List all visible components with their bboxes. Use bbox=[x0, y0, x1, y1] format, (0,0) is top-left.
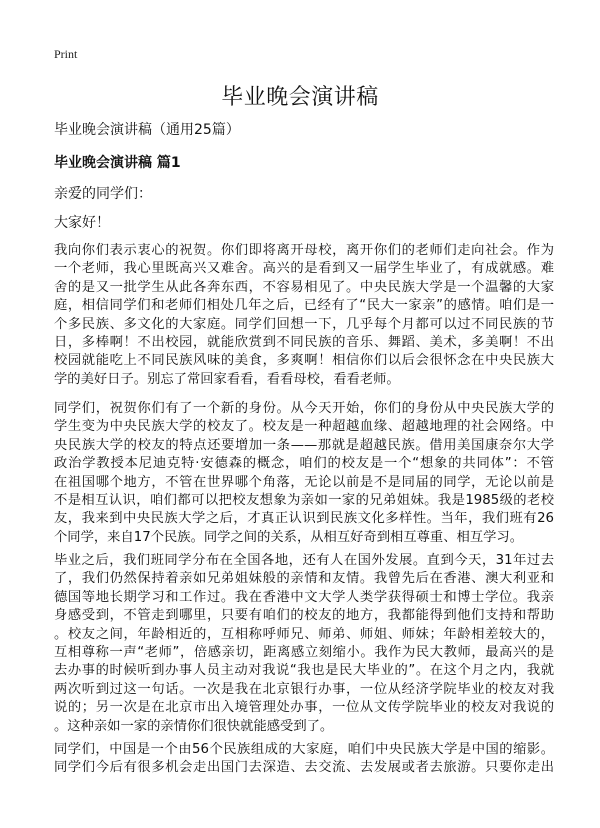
text-line: 一个老师，我心里既高兴又难舍。高兴的是看到又一届学生毕业了，有成就感。难 bbox=[54, 261, 554, 277]
document-subtitle: 毕业晚会演讲稿（通用25篇） bbox=[54, 122, 240, 138]
text-line: 学的美好日子。别忘了常回家看看，看看母校，看看老师。 bbox=[54, 371, 400, 387]
text-line: 同学们，中国是一个由56个民族组成的大家庭，咱们中央民族大学是中国的缩影。 bbox=[54, 742, 554, 757]
text-line: 德国等地长期学习和工作过。我在香港中文大学人类学获得硕士和博士学位。我亲 bbox=[54, 589, 554, 605]
text-line: 同学们，祝贺你们有了一个新的身份。从今天开始，你们的身份从中央民族大学的 bbox=[54, 401, 554, 416]
text-line: 庭，相信同学们和老师们相处几年之后，已经有了“民大一家亲”的感情。咱们是一 bbox=[54, 298, 554, 314]
paragraph-1 bbox=[54, 242, 554, 389]
text-line: 不是相互认识，咱们都可以把校友想象为亲如一家的兄弟姐妹。我是1985级的老校 bbox=[54, 492, 554, 508]
text-line: 。这种亲如一家的亲情你们很快就能感受到了。 bbox=[54, 718, 334, 734]
text-line: 说的；另一次是在北京市出入境管理处办事，一位从文传学院毕业的校友对我说的 bbox=[54, 700, 554, 716]
paragraph-2 bbox=[54, 400, 554, 547]
text-line: 个同学，来自17个民族。同学之间的关系，从相互好奇到相互尊重、相互学习。 bbox=[54, 529, 524, 545]
text-line: 在祖国哪个地方，不管在世界哪个角落，无论以前是不是同届的同学，无论以前是 bbox=[54, 474, 554, 490]
text-line: 政治学教授本尼迪克特·安德森的概念，咱们的校友是一个“想象的共同体”：不管 bbox=[54, 456, 554, 472]
text-line: 我向你们表示衷心的祝贺。你们即将离开母校，离开你们的老师们走向社会。作为 bbox=[54, 243, 554, 258]
section-heading: 毕业晚会演讲稿 篇1 bbox=[54, 155, 181, 171]
paragraph-4 bbox=[54, 741, 554, 778]
text-line: 。校友之间，年龄相近的，互相称呼师兄、师弟、师姐、师妹；年龄相差较大的， bbox=[54, 626, 554, 642]
greeting: 大家好！ bbox=[54, 215, 110, 231]
text-line: 身感受到，不管走到哪里，只要有咱们的校友的地方，我都能得到他们支持和帮助 bbox=[54, 608, 554, 624]
text-line: 校园就能吃上不同民族风味的美食，多爽啊！相信你们以后会很怀念在中央民族大 bbox=[54, 353, 554, 369]
salutation: 亲爱的同学们： bbox=[54, 186, 152, 202]
text-line: 个多民族、多文化的大家庭。同学们回想一下，几乎每个月都可以过不同民族的节 bbox=[54, 316, 554, 332]
text-line: 互相尊称一声“老师”，倍感亲切，距离感立刻缩小。我作为民大教师，最高兴的是 bbox=[54, 644, 554, 660]
text-line: 舍的是又一批学生从此各奔东西，不容易相见了。中央民族大学是一个温馨的大家 bbox=[54, 279, 554, 295]
text-line: 央民族大学的校友的特点还要增加一条——那就是超越民族。借用美国康奈尔大学 bbox=[54, 437, 554, 453]
paragraph-3 bbox=[54, 552, 554, 736]
text-line: 去办事的时候听到办事人员主动对我说“我也是民大毕业的”。在这个月之内，我就 bbox=[54, 663, 554, 679]
text-line: 两次听到过这一句话。一次是我在北京银行办事，一位从经济学院毕业的校友对我 bbox=[54, 681, 554, 697]
text-line: 毕业之后，我们班同学分布在全国各地，还有人在国外发展。直到今天，31年过去 bbox=[54, 553, 554, 568]
text-line: 同学们今后有很多机会走出国门去深造、去交流、去发展或者去旅游。只要你走出 bbox=[54, 760, 554, 776]
text-line: 日，多棒啊！不出校园，就能欣赏到不同民族的音乐、舞蹈、美术，多美啊！不出 bbox=[54, 334, 554, 350]
text-line: 了，我们仍然保持着亲如兄弟姐妹般的亲情和友情。我曾先后在香港、澳大利亚和 bbox=[54, 571, 554, 587]
document-title: 毕业晚会演讲稿 bbox=[221, 85, 379, 110]
text-line: 友，我来到中央民族大学之后，才真正认识到民族文化多样性。当年，我们班有26 bbox=[54, 511, 554, 527]
print-label: Print bbox=[54, 47, 78, 61]
text-line: 学生变为中央民族大学的校友了。校友是一种超越血缘、超越地理的社会网络。中 bbox=[54, 419, 554, 435]
